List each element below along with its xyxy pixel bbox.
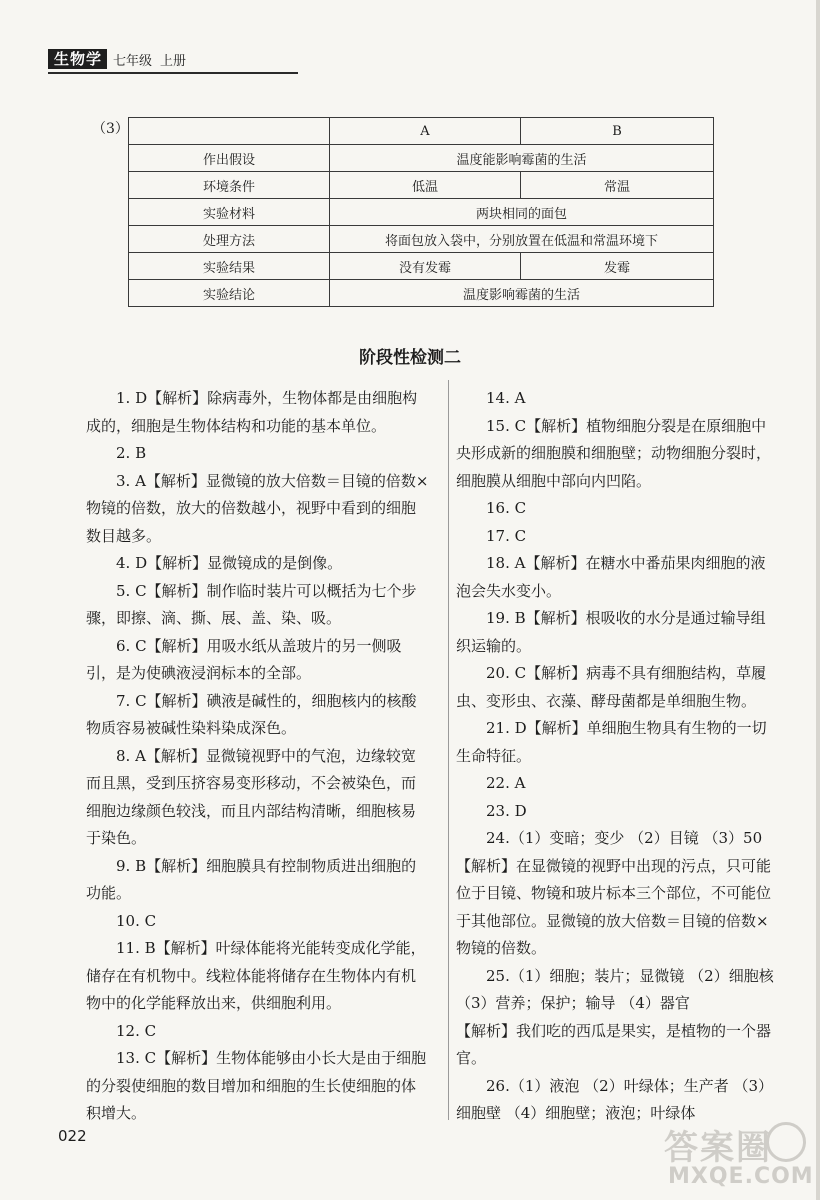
table-cell-b: 常温 (521, 172, 714, 199)
answer-item: 22. A (486, 774, 526, 792)
table-header-a: A (330, 118, 521, 145)
answer-item: 8. A【解析】显微镜视野中的气泡，边缘较宽而且黑，受到压挤容易变形移动，不会被染色，而细胞边缘颜色较浅，而且内部结构清晰，细胞核易于染色。 (86, 746, 417, 847)
answer-item: 26.（1）液泡 （2）叶绿体；生产者 （3）细胞壁 （4）细胞壁；液泡；叶绿体 (456, 1076, 774, 1122)
answer-item: 11. B【解析】叶绿体能将光能转变成化学能，储存在有机物中。线粒体能将储存在生物体内有机物中的化学能释放出来，供细胞利用。 (86, 939, 426, 1012)
header-volume: 上册 (160, 53, 187, 69)
section-title: 阶段性检测二 (359, 348, 461, 368)
experiment-table (128, 117, 714, 307)
answer-item: 5. C【解析】制作临时装片可以概括为七个步骤，即擦、滴、撕、展、盖、染、吸。 (86, 581, 417, 627)
watermark-domain: MXQE.COM (668, 1164, 814, 1189)
answer-explanation: 【解析】我们吃的西瓜是果实，是植物的一个器官。 (456, 1021, 772, 1067)
table-row-label: 环境条件 (129, 172, 330, 199)
answer-item: 25.（1）细胞；装片；显微镜 （2）细胞核（3）营养；保护；输导 （4）器官 (456, 966, 774, 1012)
watermark-logo: 答案圈 (664, 1128, 772, 1168)
table-row (129, 253, 714, 280)
header-rule (48, 72, 298, 74)
page-number: 022 (58, 1127, 87, 1145)
answer-item: 7. C【解析】碘液是碱性的，细胞核内的核酸物质容易被碱性染料染成深色。 (86, 691, 417, 737)
table-cell-merged: 两块相同的面包 (330, 199, 714, 226)
answer-item: 20. C【解析】病毒不具有细胞结构，草履虫、变形虫、衣藻、酵母菌都是单细胞生物。 (456, 664, 767, 710)
answer-item: 2. B (116, 444, 147, 462)
table-cell-merged: 将面包放入袋中，分别放置在低温和常温环境下 (330, 226, 714, 253)
table-row-label: 实验结论 (129, 280, 330, 307)
answer-item: 17. C (486, 526, 527, 545)
table-row-label: 处理方法 (129, 226, 330, 253)
answer-item: 18. A【解析】在糖水中番茄果肉细胞的液泡会失水变小。 (456, 554, 766, 600)
answer-item: 4. D【解析】显微镜成的是倒像。 (116, 554, 343, 572)
table-row (129, 199, 714, 226)
answer-column-right (456, 385, 780, 1128)
answer-item: 23. D (486, 801, 527, 820)
answer-item: 19. B【解析】根吸收的水分是通过输导组织运输的。 (456, 609, 766, 655)
answer-item: 16. C (486, 499, 527, 517)
answer-item: 3. A【解析】显微镜的放大倍数＝目镜的倍数×物镜的倍数，放大的倍数越小，视野中看到的细胞数目越多。 (86, 471, 429, 545)
table-cell-b: 发霉 (521, 253, 714, 280)
table-cell-merged: 温度能影响霉菌的生活 (330, 145, 714, 172)
table-row (129, 145, 714, 172)
table-row (129, 226, 714, 253)
answer-explanation: 【解析】在显微镜的视野中出现的污点，只可能位于目镜、物镜和玻片标本三个部位，不可能位于其他部位。显微镜的放大倍数＝目镜的倍数×物镜的倍数。 (456, 856, 772, 957)
watermark-circle-icon (766, 1122, 806, 1162)
answer-item: 6. C【解析】用吸水纸从盖玻片的另一侧吸引，是为使碘液浸润标本的全部。 (86, 636, 402, 682)
table-cell-a: 没有发霉 (330, 253, 521, 280)
table-header-b: B (521, 118, 714, 145)
table-row-label: 作出假设 (129, 145, 330, 172)
watermark (660, 1120, 814, 1192)
answer-item: 24.（1）变暗；变少 （2）目镜 （3）50 (486, 829, 763, 847)
running-header (48, 48, 186, 70)
table-row-label: 实验结果 (129, 253, 330, 280)
answer-item: 12. C (116, 1021, 157, 1040)
answer-column-left (86, 385, 430, 1128)
table-row (129, 172, 714, 199)
table-header-blank (129, 118, 330, 145)
answer-item: 1. D【解析】除病毒外，生物体都是由细胞构成的，细胞是生物体结构和功能的基本单位。 (86, 389, 418, 435)
table-row-label: 实验材料 (129, 199, 330, 226)
page-spine-edge (816, 0, 820, 1200)
header-subject: 生物学 (48, 49, 107, 69)
answer-item: 14. A (486, 389, 526, 407)
table-header-row (129, 118, 714, 145)
answer-item: 15. C【解析】植物细胞分裂是在原细胞中央形成新的细胞膜和细胞壁；动物细胞分裂时，细胞膜从细胞中部向内凹陷。 (456, 416, 772, 490)
answer-item: 10. C (116, 911, 157, 930)
answer-item: 21. D【解析】单细胞生物具有生物的一切生命特征。 (456, 719, 767, 765)
table-cell-merged: 温度影响霉菌的生活 (330, 280, 714, 307)
header-grade: 七年级 (113, 53, 153, 69)
answer-item: 9. B【解析】细胞膜具有控制物质进出细胞的功能。 (86, 856, 417, 902)
table-row (129, 280, 714, 307)
table-label: （3） (92, 121, 129, 137)
column-divider (448, 380, 449, 1120)
answer-item: 13. C【解析】生物体能够由小长大是由于细胞的分裂使细胞的数目增加和细胞的生长使细胞的体积增大。 (86, 1049, 427, 1122)
table-cell-a: 低温 (330, 172, 521, 199)
